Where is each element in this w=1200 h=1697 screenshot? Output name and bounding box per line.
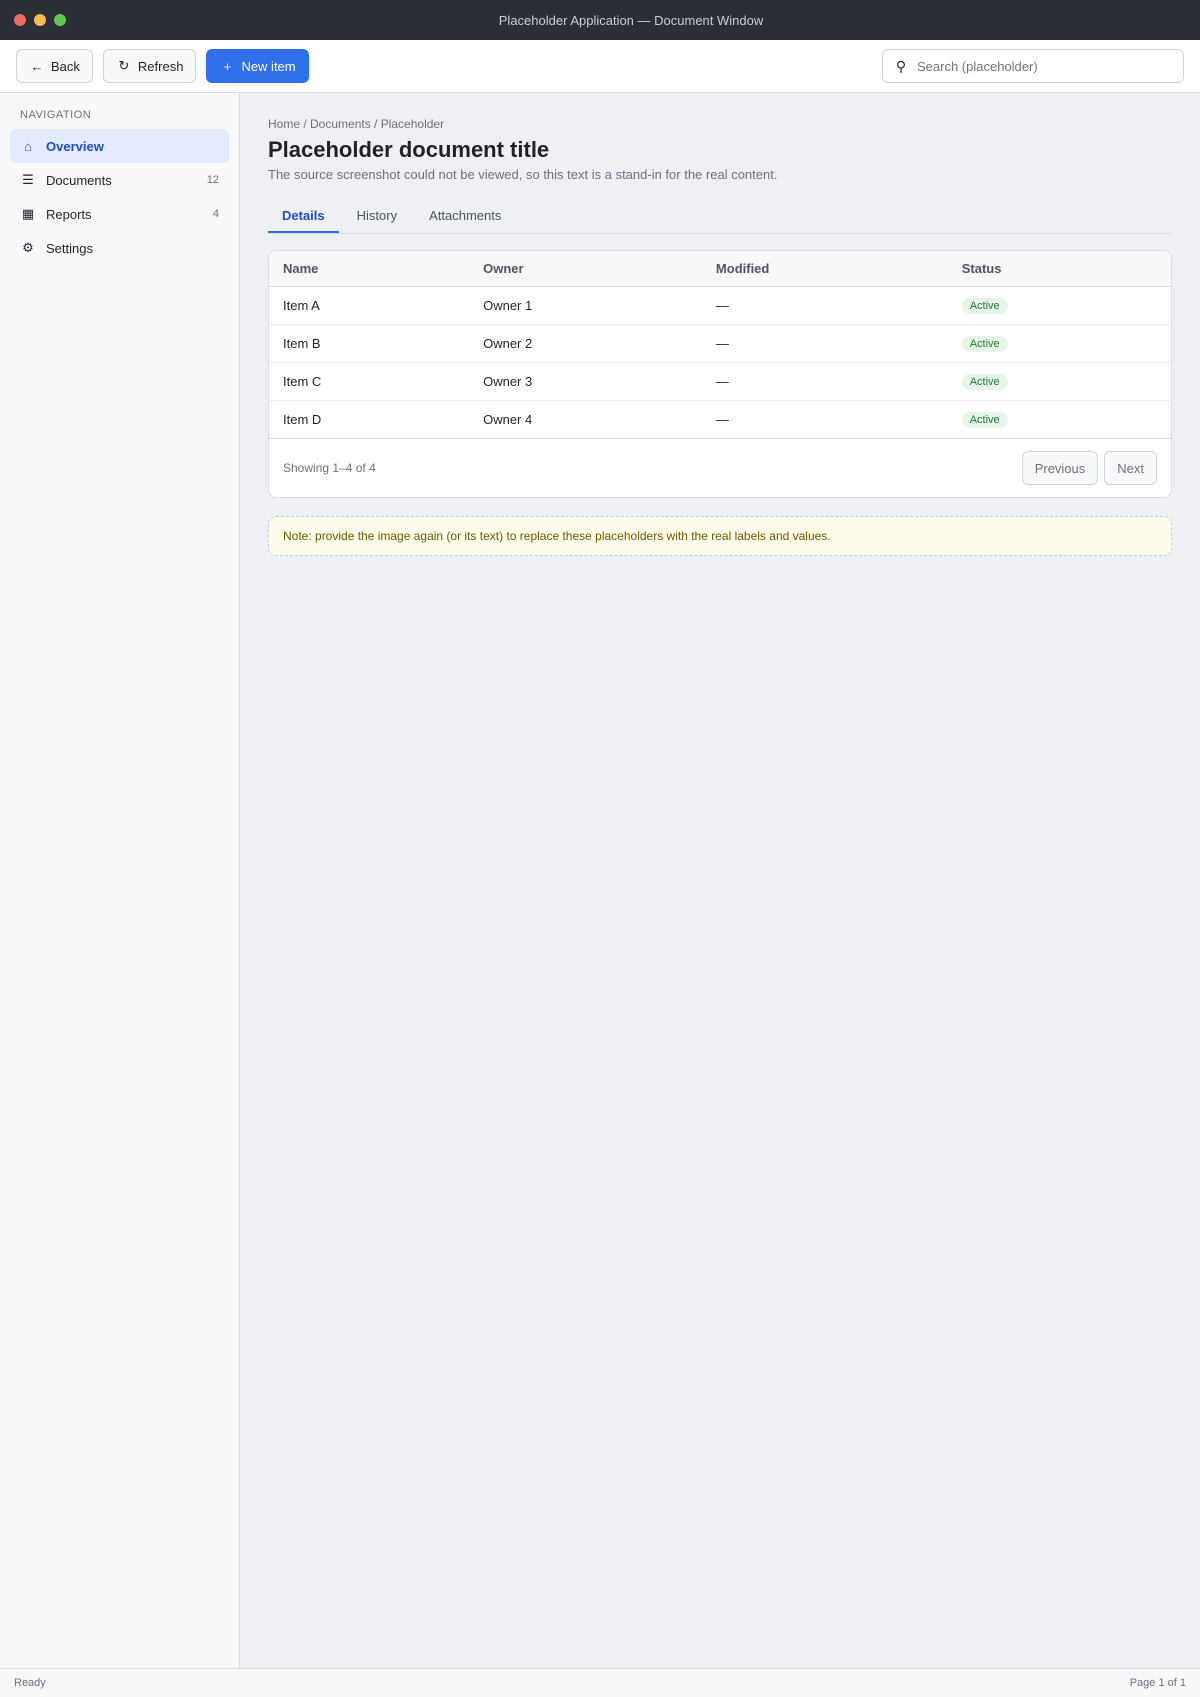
sidebar-item-overview[interactable] (10, 129, 229, 163)
sidebar-item-count: 12 (206, 174, 219, 186)
sidebar-item-label: Settings (46, 240, 93, 256)
table-row[interactable] (269, 287, 1171, 325)
window-controls (14, 14, 66, 26)
back-button-label: Back (51, 58, 80, 74)
tab-details[interactable]: Details (268, 200, 339, 233)
refresh-button[interactable] (103, 49, 197, 83)
document-icon: ☰ (22, 172, 34, 187)
pagination (269, 438, 1171, 497)
table-cell: — (702, 363, 948, 401)
placeholder-note: Note: provide the image again (or its text) to replace these placeholders with the real labels and values. (268, 516, 1172, 556)
previous-page-button[interactable]: Previous (1022, 451, 1099, 485)
page-title: Placeholder document title (268, 137, 550, 162)
status-badge: Active (962, 412, 1008, 428)
toolbar (0, 40, 1200, 93)
status-badge: Active (962, 374, 1008, 390)
plus-icon: + (223, 58, 232, 74)
search-icon: ⚲ (895, 57, 907, 74)
home-icon: ⌂ (24, 138, 32, 154)
sidebar (0, 93, 240, 1668)
pagination-buttons (1022, 451, 1157, 485)
title-bar (0, 0, 1200, 40)
table-cell: Item B (269, 325, 469, 363)
page-subtitle: The source screenshot could not be viewed, so this text is a stand-in for the real content. (268, 167, 778, 182)
minimize-window-button[interactable] (34, 14, 46, 26)
pagination-summary: Showing 1–4 of 4 (283, 461, 376, 475)
back-button[interactable] (16, 49, 93, 83)
refresh-icon: ↻ (118, 58, 130, 73)
arrow-left-icon: ← (30, 58, 44, 74)
maximize-window-button[interactable] (54, 14, 66, 26)
sidebar-item-settings[interactable] (10, 231, 229, 265)
new-item-button[interactable] (206, 49, 308, 83)
table-header-row (269, 251, 1171, 287)
table-cell: Item D (283, 412, 322, 427)
sidebar-item-documents[interactable] (10, 163, 229, 197)
status-text: Ready (14, 1677, 46, 1689)
content-area (0, 93, 1200, 1668)
table-cell (948, 363, 1171, 401)
table-cell (948, 401, 1171, 439)
page-indicator: Page 1 of 1 (1129, 1677, 1186, 1689)
window-title: Placeholder Application — Document Window (498, 12, 764, 28)
gear-icon: ⚙ (22, 240, 34, 255)
sidebar-item-label: Overview (46, 138, 104, 154)
new-item-button-label: New item (241, 58, 296, 74)
refresh-button-label: Refresh (137, 58, 184, 74)
column-header[interactable]: Modified (702, 251, 948, 287)
tab-bar (268, 200, 1172, 234)
tab-history[interactable]: History (356, 208, 398, 223)
table-cell: — (715, 412, 729, 427)
sidebar-item-count: 4 (212, 208, 219, 220)
data-table (269, 251, 1171, 438)
table-cell (948, 287, 1171, 325)
table-cell: — (702, 325, 948, 363)
table-cell: Owner 2 (469, 325, 702, 363)
table-row[interactable] (269, 401, 1171, 439)
table-cell (948, 325, 1171, 363)
table-cell: — (702, 287, 948, 325)
table-cell: Item C (269, 363, 469, 401)
status-bar (0, 1668, 1200, 1697)
table-cell: Owner 3 (469, 363, 702, 401)
table-cell: Owner 1 (469, 287, 702, 325)
main-panel (240, 93, 1200, 1668)
search-box (882, 49, 1184, 83)
next-page-button[interactable]: Next (1104, 451, 1157, 485)
table-cell: Item A (269, 287, 469, 325)
status-badge: Active (962, 336, 1008, 352)
sidebar-heading: NAVIGATION (20, 109, 92, 121)
column-header[interactable]: Name (269, 251, 469, 287)
status-badge: Active (962, 298, 1008, 314)
sidebar-item-reports[interactable] (10, 197, 229, 231)
table-row[interactable] (269, 363, 1171, 401)
table-row[interactable] (269, 325, 1171, 363)
table-cell: Owner 4 (483, 412, 533, 427)
tab-attachments[interactable]: Attachments (429, 208, 502, 223)
close-window-button[interactable] (14, 14, 26, 26)
data-table-card (268, 250, 1172, 498)
breadcrumb: Home / Documents / Placeholder (268, 117, 445, 131)
sidebar-item-label: Reports (46, 206, 92, 222)
column-header[interactable]: Owner (469, 251, 702, 287)
column-header[interactable]: Status (948, 251, 1171, 287)
sidebar-item-label: Documents (46, 172, 112, 188)
search-input[interactable] (915, 58, 1173, 75)
chart-icon: ▦ (21, 206, 35, 221)
